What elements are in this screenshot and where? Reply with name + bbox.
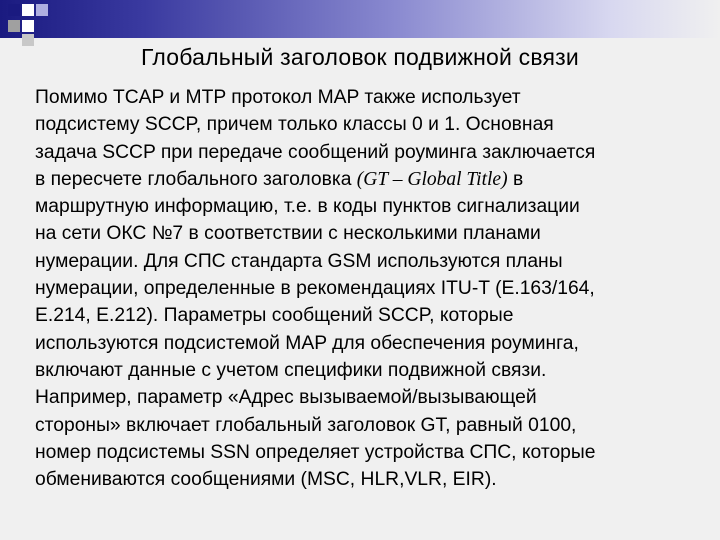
body-line: E.214, E.212). Параметры сообщений SCCP, которые <box>35 305 514 327</box>
header-gradient-band <box>0 0 720 38</box>
body-line: подсистему SCCP, причем только классы 0 и 1. Основная <box>35 114 554 136</box>
body-line: номер подсистемы SSN определяет устройства СПС, которые <box>35 441 596 463</box>
body-line: включают данные с учетом специфики подвижной связи. <box>35 359 547 381</box>
body-line <box>35 166 695 193</box>
body-line: нумерации, определенные в рекомендациях ITU-T (E.163/164, <box>35 278 595 300</box>
square-white-2 <box>22 20 34 32</box>
body-line: Помимо TCAP и MTP протокол MAP также использует <box>35 87 521 108</box>
square-navy <box>8 4 20 16</box>
body-line-part: в пересчете глобального заголовка <box>35 168 357 190</box>
square-white <box>22 4 34 16</box>
body-line: на сети ОКС №7 в соответствии с несколькими планами <box>35 223 541 245</box>
body-line: маршрутную информацию, т.е. в коды пунктов сигнализации <box>35 196 580 218</box>
body-line: стороны» включает глобальный заголовок GT, равный 0100, <box>35 414 577 436</box>
gt-term-italic: (GT – Global Title) <box>356 168 508 190</box>
square-gray <box>8 20 20 32</box>
body-line: нумерации. Для СПС стандарта GSM используются планы <box>35 250 563 272</box>
slide-title: Глобальный заголовок подвижной связи <box>141 44 579 70</box>
body-line: используются подсистемой MAP для обеспечения роуминга, <box>35 332 579 354</box>
body-line: Например, параметр «Адрес вызываемой/вызывающей <box>35 387 537 409</box>
body-line: обмениваются сообщениями (MSC, HLR,VLR, EIR). <box>35 469 497 491</box>
slide-body <box>35 84 695 493</box>
body-line-part: в <box>507 168 524 190</box>
square-lavender <box>36 4 48 16</box>
body-line: задача SCCP при передаче сообщений роуминга заключается <box>35 141 596 163</box>
decorative-squares <box>0 0 60 48</box>
